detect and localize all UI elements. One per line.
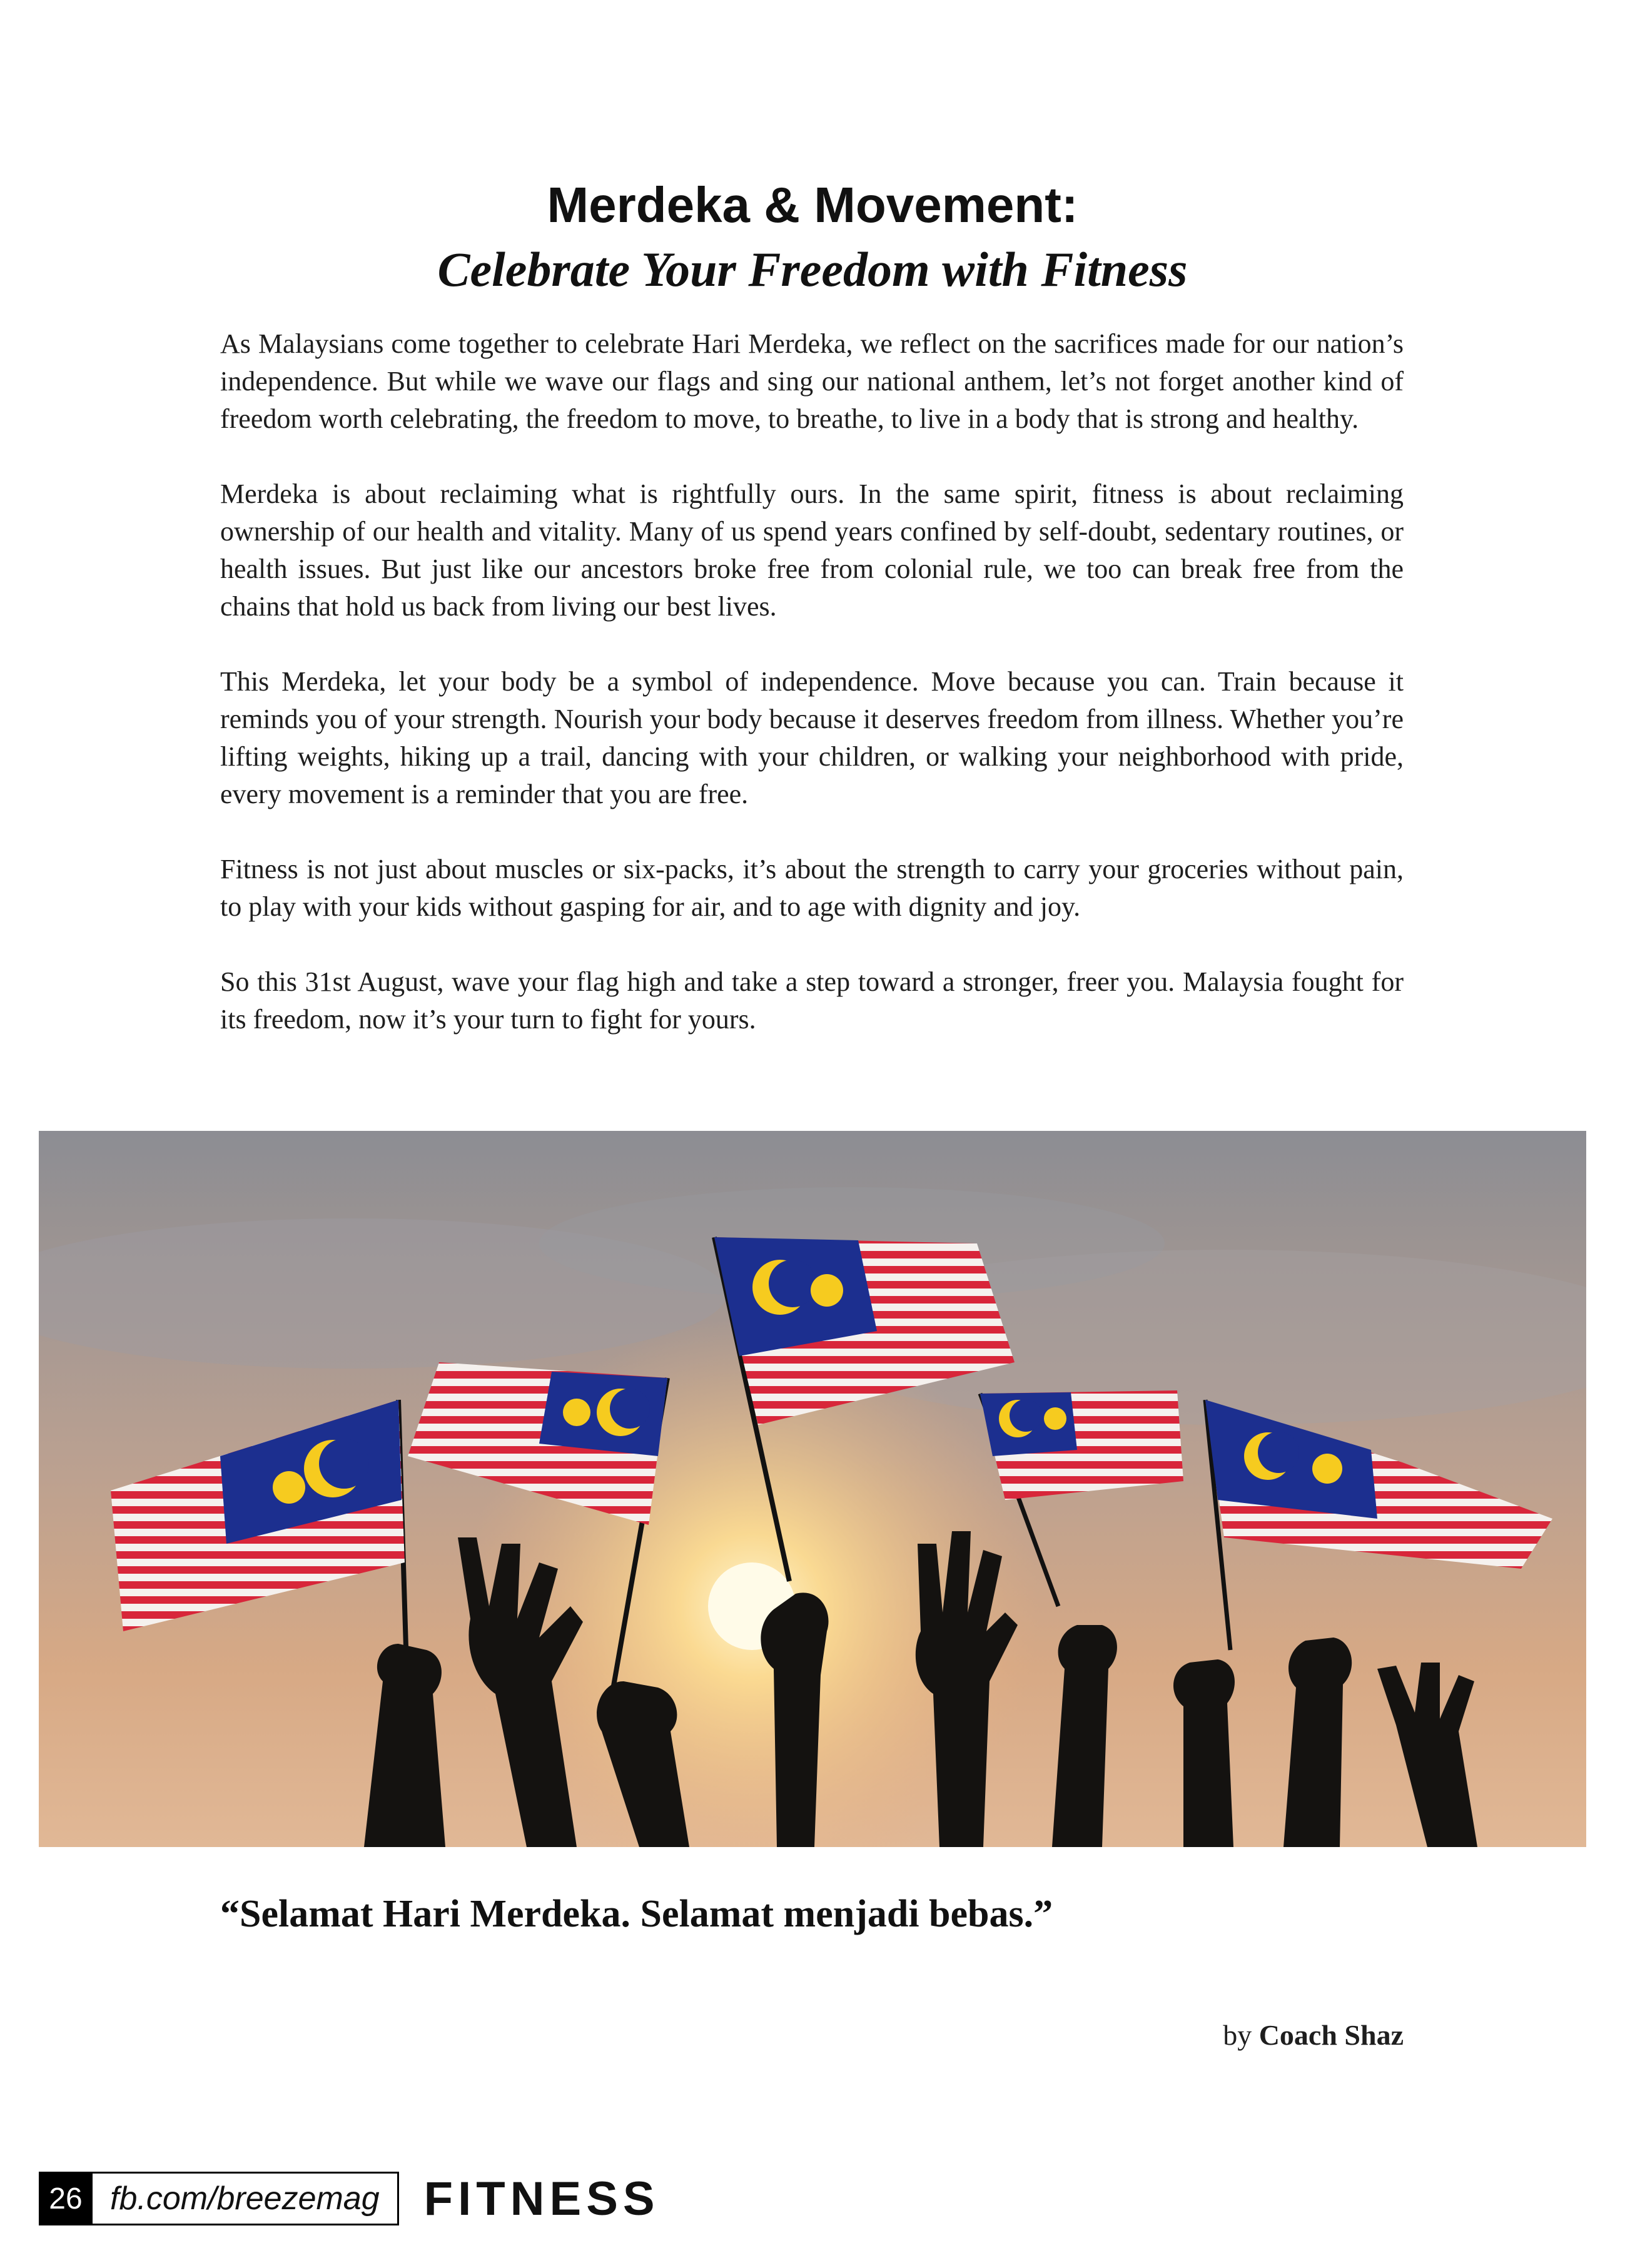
website-link[interactable]: fb.com/breezemag	[93, 2172, 399, 2225]
page-number: 26	[39, 2172, 93, 2225]
byline-prefix: by	[1223, 2019, 1252, 2051]
byline	[1223, 2017, 1404, 2054]
paragraph-5: So this 31st August, wave your flag high and take a step toward a stronger, freer you. Malaysia fought for its freedom, now it’s your turn to fight for yours.	[220, 966, 1404, 1035]
section-label: FITNESS	[423, 2172, 660, 2225]
page-footer	[39, 2170, 660, 2227]
article-subtitle: Celebrate Your Freedom with Fitness	[437, 242, 1188, 296]
article-body	[220, 325, 1404, 1076]
closing-quote: “Selamat Hari Merdeka. Selamat menjadi bebas.”	[220, 1893, 1053, 1935]
paragraph-2: Merdeka is about reclaiming what is rightfully ours. In the same spirit, fitness is about reclaiming ownership of our health and vitality. Many of us spend years confined by self-doubt, sedentary routines, or health issues. But just like our ancestors broke free from colonial rule, we too can break free from the chains that hold us back from living our best lives.	[220, 478, 1404, 622]
paragraph-3: This Merdeka, let your body be a symbol of independence. Move because you can. Train because it reminds you of your strength. Nourish your body because it deserves freedom from illness. Whether you’re lifting weights, hiking up a trail, dancing with your children, or walking your neighborhood with pride, every movement is a reminder that you are free.	[220, 666, 1404, 809]
paragraph-1: As Malaysians come together to celebrate Hari Merdeka, we reflect on the sacrifices made for our nation’s independence. But while we wave our flags and sing our national anthem, let’s not forget another kind of freedom worth celebrating, the freedom to move, to breathe, to live in a body that is strong and healthy.	[220, 328, 1404, 434]
author-name: Coach Shaz	[1258, 2019, 1404, 2051]
article-title: Merdeka & Movement:	[547, 177, 1078, 233]
flags-photo	[39, 1131, 1586, 1847]
paragraph-4: Fitness is not just about muscles or six-packs, it’s about the strength to carry your groceries without pain, to play with your kids without gasping for air, and to age with dignity and joy.	[220, 854, 1404, 922]
